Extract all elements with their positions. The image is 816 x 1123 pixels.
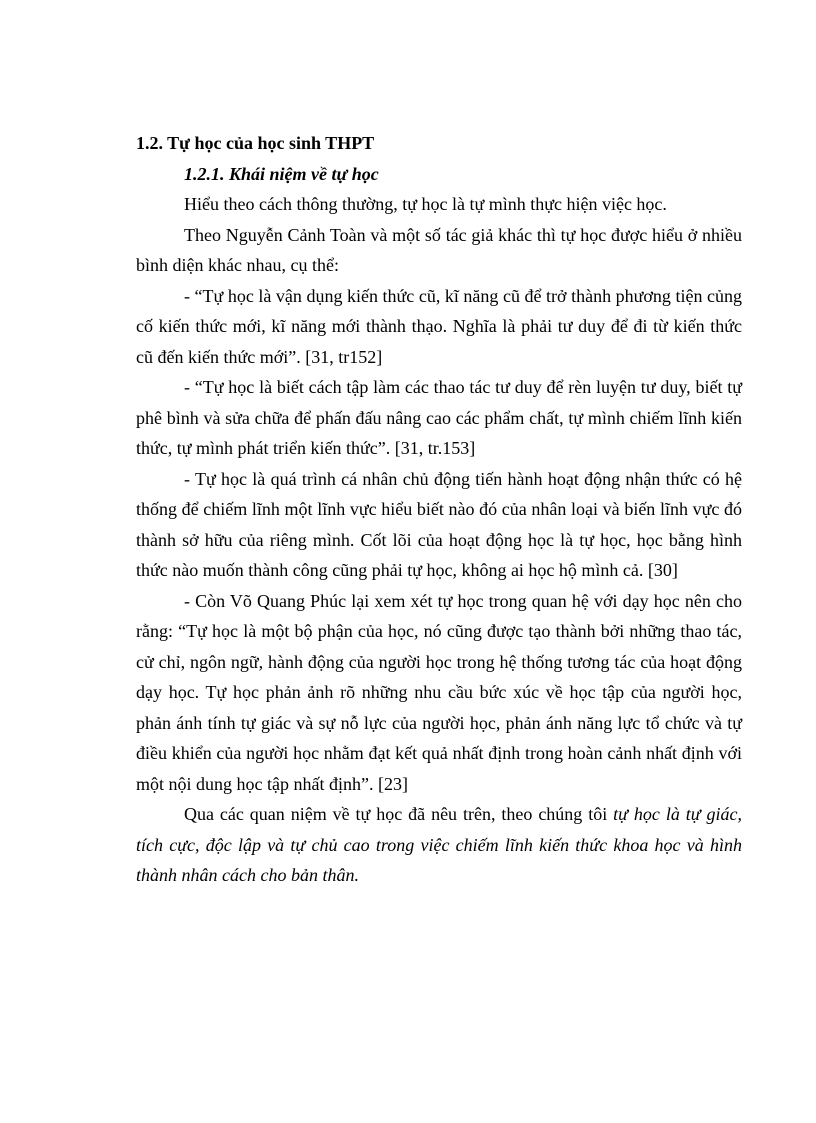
paragraph-context: Theo Nguyễn Cảnh Toàn và một số tác giả khác thì tự học được hiểu ở nhiều bình diện khác nhau, cụ thể:	[136, 224, 742, 275]
conclusion-lead: Qua các quan niệm về tự học đã nêu trên, theo chúng tôi	[184, 804, 614, 824]
paragraph-intro: Hiểu theo cách thông thường, tự học là tự mình thực hiện việc học.	[184, 194, 667, 214]
definition-item-4: - Còn Võ Quang Phúc lại xem xét tự học trong quan hệ với dạy học nên cho rằng: “Tự học là một bộ phận của học, nó cũng được tạo thành bởi những thao tác, cử chỉ, ngôn ngữ, hành động của người học trong hệ thống tương tác của hoạt động dạy học. Tự học phản ảnh rõ những nhu cầu bức xúc về học tập của người học, phản ánh tính tự giác và sự nỗ lực của người học, phản ánh năng lực tổ chức và tự điều khiển của người học nhằm đạt kết quả nhất định trong hoàn cảnh nhất định với một nội dung học tập nhất định”. [23]	[136, 590, 742, 794]
definition-item-3: - Tự học là quá trình cá nhân chủ động tiến hành hoạt động nhận thức có hệ thống để chiếm lĩnh một lĩnh vực hiểu biết nào đó của nhân loại và biến lĩnh vực đó thành sở hữu của riêng mình. Cốt lõi của hoạt động học là tự học, học bằng hình thức nào muốn thành công cũng phải tự học, không ai học hộ mình cả. [30]	[136, 468, 742, 580]
definition-item-2: - “Tự học là biết cách tập làm các thao tác tư duy để rèn luyện tư duy, biết tự phê bình và sửa chữa để phấn đấu nâng cao các phẩm chất, tự mình chiếm lĩnh kiến thức, tự mình phát triển kiến thức”. [31, tr.153]	[136, 377, 742, 458]
section-heading: 1.2. Tự học của học sinh THPT	[136, 133, 375, 153]
definition-item-1: - “Tự học là vận dụng kiến thức cũ, kĩ năng cũ để trở thành phương tiện củng cố kiến thức mới, kĩ năng mới thành thạo. Nghĩa là phải tư duy để đi từ kiến thức cũ đến kiến thức mới”. [31, tr152]	[136, 285, 742, 367]
conclusion-emphasis: tự học là tự giác, tích cực, độc lập và tự chủ cao trong việc chiếm lĩnh kiến thức khoa học và hình thành nhân cách cho bản thân.	[136, 804, 742, 885]
conclusion-paragraph	[136, 799, 742, 891]
page-content	[136, 128, 742, 891]
subsection-heading: 1.2.1. Khái niệm về tự học	[184, 163, 379, 184]
